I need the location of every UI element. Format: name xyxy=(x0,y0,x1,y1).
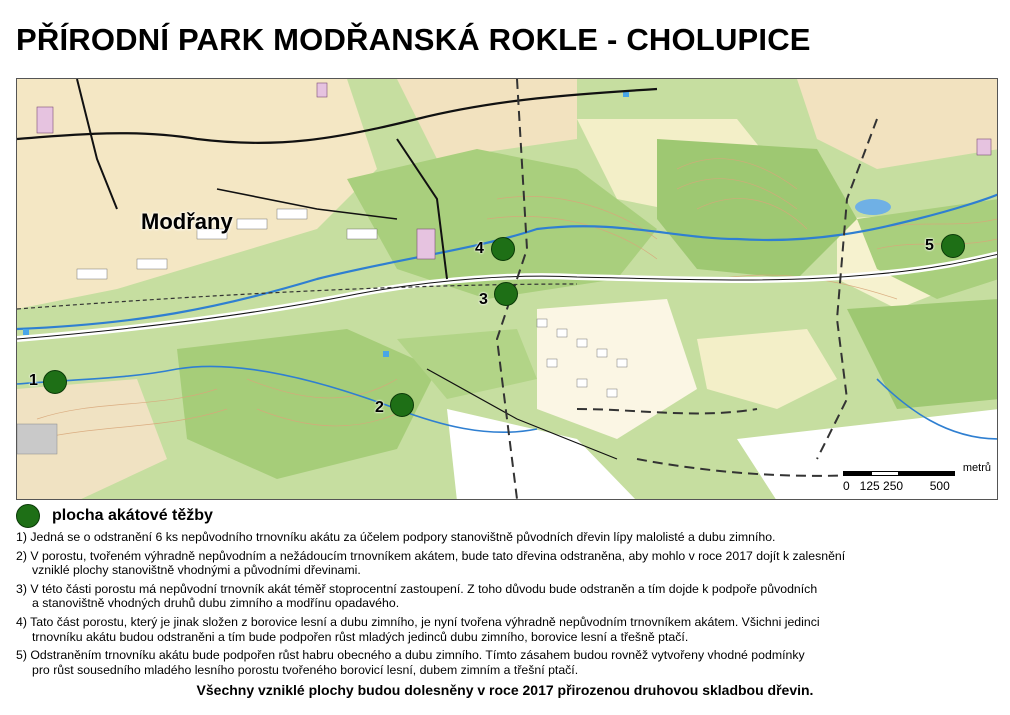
marker-dot-2[interactable] xyxy=(390,393,414,417)
marker-dot-5[interactable] xyxy=(941,234,965,258)
note-5-line1: 5) Odstraněním trnovníku akátu bude podpořen růst habru obecného a dubu zimního. Tímto zásahem budou rovněž vytvořeny vhodné podmínky xyxy=(16,648,805,663)
scale-bar xyxy=(839,463,995,497)
place-label-modrany: Modřany xyxy=(141,209,233,234)
note-4-line2: trnovníku akátu budou odstraněni a tím bude podpořen růst mladých jedinců dubu zimního, borovice lesní a třešně ptačí. xyxy=(32,629,689,644)
note-1 xyxy=(16,530,996,545)
note-3 xyxy=(16,582,996,611)
note-2 xyxy=(16,549,996,578)
note-4 xyxy=(16,615,996,644)
legend xyxy=(16,504,213,528)
marker-label-2: 2 xyxy=(375,399,384,416)
marker-dot-3[interactable] xyxy=(494,282,518,306)
marker-label-3: 3 xyxy=(479,291,488,308)
map-view[interactable] xyxy=(16,78,998,500)
notes-list xyxy=(16,530,996,681)
scale-unit: metrů xyxy=(962,462,991,474)
marker-label-1: 1 xyxy=(29,372,38,389)
marker-label-4: 4 xyxy=(475,240,484,257)
note-2-line2: vzniklé plochy stanovištně vhodnými a původními dřevinami. xyxy=(32,563,361,578)
note-2-line1: 2) V porostu, tvořeném výhradně nepůvodním a nežádoucím trnovníkem akátem, bude tato dřevina odstraněna, aby mohlo v roce 2017 dojít k zalesnění xyxy=(16,548,846,563)
legend-dot-icon xyxy=(16,504,40,528)
note-4-line1: 4) Tato část porostu, který je jinak složen z borovice lesní a dubu zimního, je nyní tvořena výhradně nepůvodním trnovníkem akátem. Všichni jedinci xyxy=(16,614,820,629)
marker-dot-4[interactable] xyxy=(491,237,515,261)
marker-label-5: 5 xyxy=(925,237,934,254)
footer-note: Všechny vzniklé plochy budou dolesněny v roce 2017 přirozenou druhovou skladbou dřevin. xyxy=(196,682,814,698)
note-3-line2: a stanovištně vhodných druhů dubu zimního a modřínu opadavého. xyxy=(32,596,400,611)
page-title: PŘÍRODNÍ PARK MODŘANSKÁ ROKLE - CHOLUPICE xyxy=(16,22,811,57)
note-3-line1: 3) V této části porostu má nepůvodní trnovník akát téměř stoprocentní zastoupení. Z toho důvodu bude odstraněn a tím dojde k podpoře původních xyxy=(16,581,818,596)
legend-label: plocha akátové těžby xyxy=(52,507,213,524)
note-1-line1: 1) Jedná se o odstranění 6 ks nepůvodního trnovníku akátu za účelem podpory stanovištně původních dřevin lípy malolisté a dubu zimního. xyxy=(16,530,776,544)
scale-ticks: 0 125 250 500 xyxy=(843,479,950,493)
note-5-line2: pro růst sousedního mladého lesního porostu tvořeného borovicí lesní, dubem zimním a třešní ptačí. xyxy=(32,662,579,677)
note-5 xyxy=(16,648,996,677)
marker-dot-1[interactable] xyxy=(43,370,67,394)
